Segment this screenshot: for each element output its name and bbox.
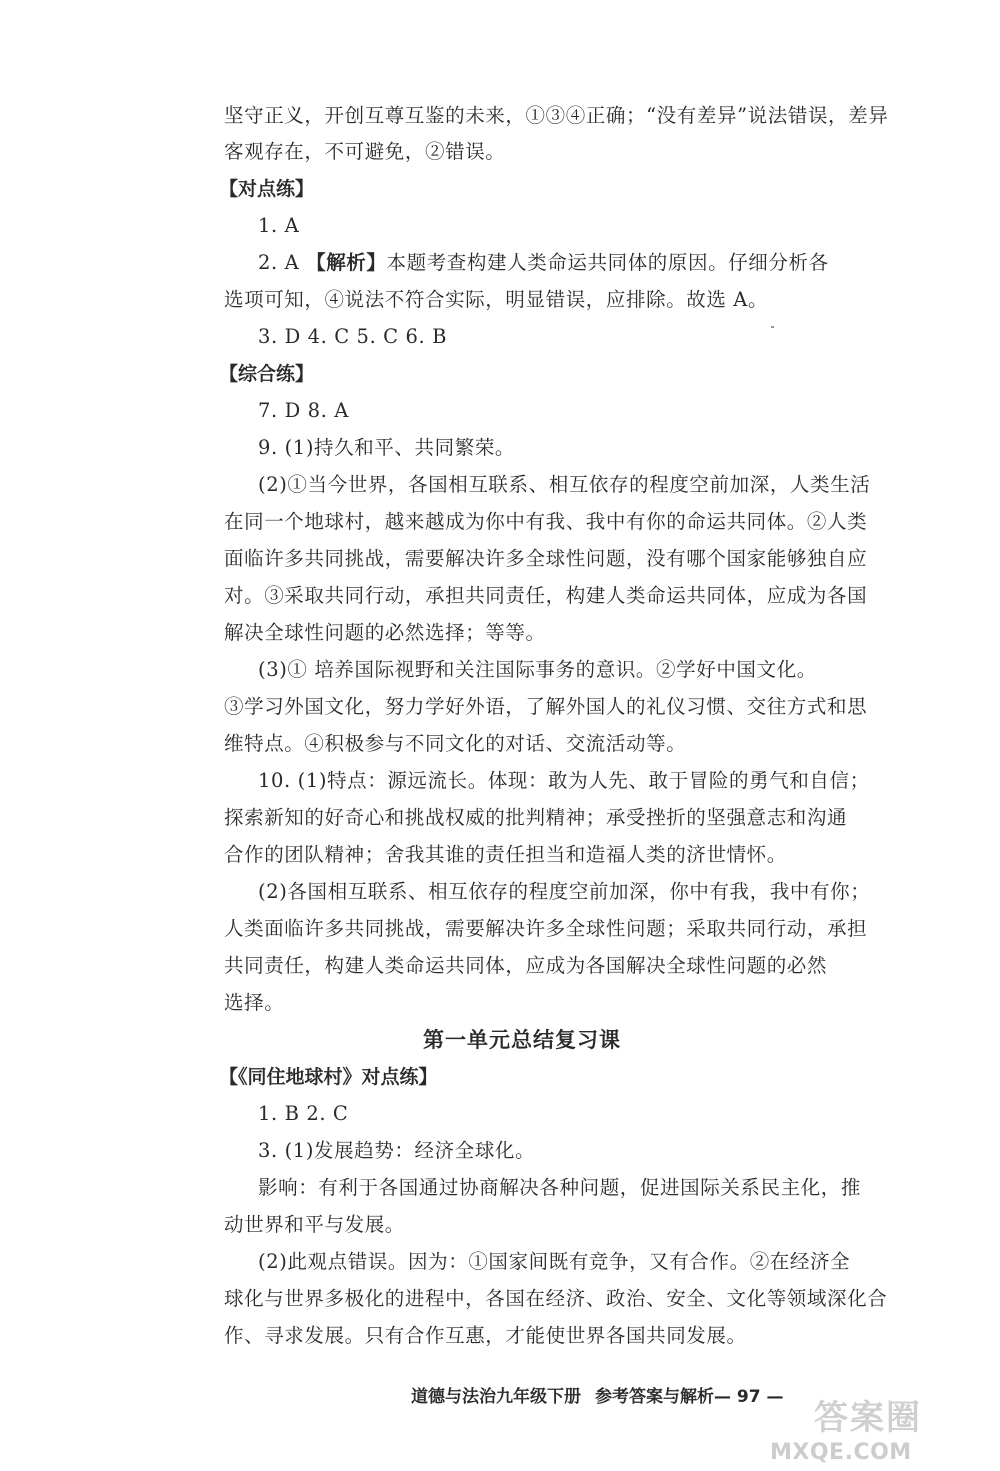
answer-line: (2)此观点错误。因为：①国家间既有竞争，又有合作。②在经济全 (258, 1250, 851, 1273)
text-line: 面临许多共同挑战，需要解决许多全球性问题，没有哪个国家能够独自应 (224, 547, 868, 570)
text-line: 作、寻求发展。只有合作互惠，才能使世界各国共同发展。 (224, 1324, 747, 1347)
page-footer (411, 1384, 784, 1410)
answer-line: (3)① 培养国际视野和关注国际事务的意识。②学好中国文化。 (258, 658, 817, 681)
footer-section: 参考答案与解析 (595, 1387, 714, 1407)
footer-book-title: 道德与法治九年级下册 (411, 1387, 581, 1407)
text-line: 客观存在，不可避免，②错误。 (224, 140, 506, 163)
text-line: 人类面临许多共同挑战，需要解决许多全球性问题；采取共同行动，承担 (224, 917, 868, 940)
watermark-logo: 答案圈 (814, 1398, 922, 1438)
answer-line (258, 248, 829, 278)
section-heading-earth-village: 【《同住地球村》对点练】 (219, 1066, 438, 1088)
answer-line: 7. D 8. A (258, 399, 349, 422)
answer-line: 1. A (258, 214, 300, 237)
analysis-text: 本题考查构建人类命运共同体的原因。仔细分析各 (386, 251, 829, 274)
answer-line: 3. D 4. C 5. C 6. B (258, 325, 448, 348)
answer-line: (2)①当今世界，各国相互联系、相互依存的程度空前加深，人类生活 (258, 473, 871, 496)
text-line: 坚守正义，开创互尊互鉴的未来，①③④正确；“没有差异”说法错误，差异 (224, 104, 889, 127)
text-line: 共同责任，构建人类命运共同体，应成为各国解决全球性问题的必然 (224, 954, 828, 977)
scan-speck (771, 326, 774, 328)
unit-review-title: 第一单元总结复习课 (423, 1028, 621, 1052)
text-line: 解决全球性问题的必然选择；等等。 (224, 621, 546, 644)
text-line: 维特点。④积极参与不同文化的对话、交流活动等。 (224, 732, 687, 755)
answer-number: 2. A (258, 251, 307, 274)
text-line: 动世界和平与发展。 (224, 1213, 405, 1236)
text-line: 选项可知，④说法不符合实际，明显错误，应排除。故选 A。 (224, 288, 769, 311)
section-heading-practice: 【对点练】 (219, 178, 315, 200)
text-line: 合作的团队精神；舍我其谁的责任担当和造福人类的济世情怀。 (224, 843, 787, 866)
answer-line: 10. (1)特点：源远流长。体现：敢为人先、敢于冒险的勇气和自信； (258, 769, 870, 792)
text-line: 选择。 (224, 991, 285, 1014)
text-line: 在同一个地球村，越来越成为你中有我、我中有你的命运共同体。②人类 (224, 510, 868, 533)
watermark (770, 1398, 975, 1468)
text-line: 对。③采取共同行动，承担共同责任，构建人类命运共同体，应成为各国 (224, 584, 868, 607)
answer-line: (2)各国相互联系、相互依存的程度空前加深，你中有我，我中有你； (258, 880, 871, 903)
page-number: — 97 — (714, 1387, 784, 1407)
answer-line: 1. B 2. C (258, 1102, 349, 1125)
text-line: 球化与世界多极化的进程中，各国在经济、政治、安全、文化等领域深化合 (224, 1287, 888, 1310)
text-line: ③学习外国文化，努力学好外语，了解外国人的礼仪习惯、交往方式和思 (224, 695, 868, 718)
text-line: 探索新知的好奇心和挑战权威的批判精神；承受挫折的坚强意志和沟通 (224, 806, 848, 829)
watermark-site: MXQE.COM (770, 1440, 912, 1465)
answer-line: 3. (1)发展趋势：经济全球化。 (258, 1139, 536, 1162)
answer-line: 9. (1)持久和平、共同繁荣。 (258, 436, 516, 459)
section-heading-comprehensive: 【综合练】 (219, 363, 315, 385)
answer-line: 影响：有利于各国通过协商解决各种问题，促进国际关系民主化，推 (258, 1176, 862, 1199)
analysis-label: 【解析】 (306, 251, 387, 274)
